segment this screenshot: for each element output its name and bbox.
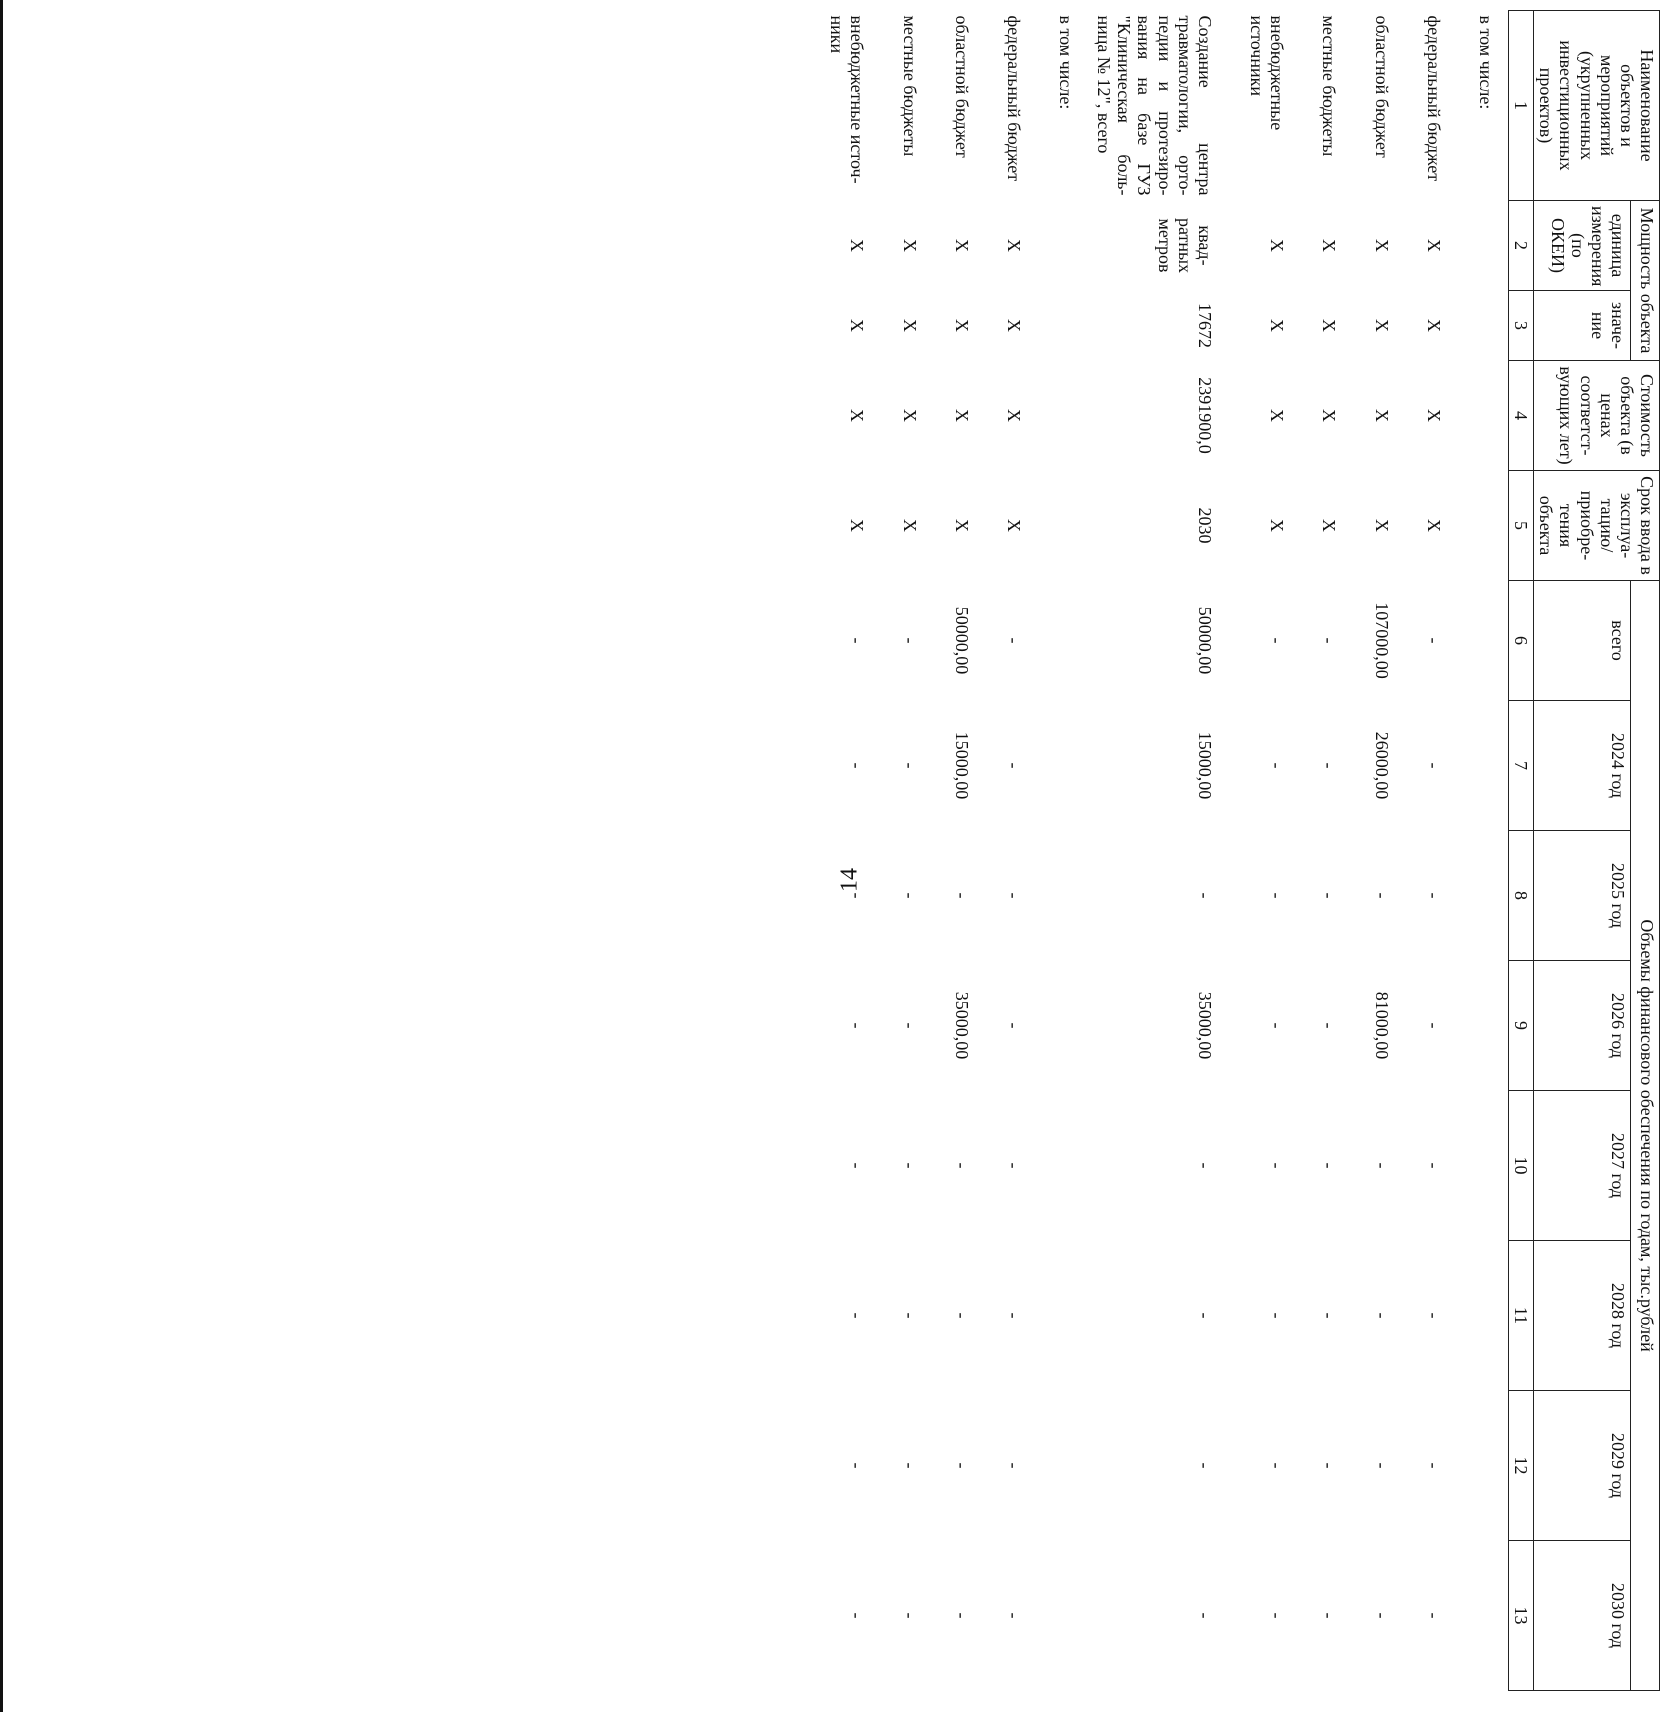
header-year: 2029 год — [1534, 1391, 1631, 1541]
table-cell: - — [1003, 1312, 1024, 1319]
table-cell: Х — [1423, 519, 1444, 532]
table-cell: Х — [1371, 239, 1392, 252]
table-cell: - — [1319, 762, 1340, 769]
table-cell: - — [1423, 892, 1444, 899]
table-cell: Х — [899, 239, 920, 252]
table-cell: Х — [1319, 409, 1340, 422]
table-cell: Х — [899, 519, 920, 532]
table-cell: Х — [847, 239, 868, 252]
table-cell: Х — [1003, 239, 1024, 252]
table-cell: - — [1003, 762, 1024, 769]
table-cell: Х — [951, 409, 972, 422]
table-cell: Х — [899, 409, 920, 422]
header-cost: Стоимость объекта (в ценах соответст-вующих лет) — [1534, 361, 1660, 471]
row-name-cell: Создание центра травматологии, орто-педии и протезиро-вания на базе ГУЗ "Клиническая боль-ница № 12", всего — [1094, 15, 1215, 196]
table-cell: Х — [1423, 409, 1444, 422]
table-cell: Х — [847, 319, 868, 332]
table-cell: - — [1003, 1612, 1024, 1619]
table-row — [1088, 11, 1241, 1691]
financing-table — [821, 10, 1660, 1691]
table-cell: - — [1003, 892, 1024, 899]
table-cell: - — [951, 1462, 972, 1469]
table-cell: квад-ратных метров — [1154, 217, 1215, 274]
table-cell: Х — [1003, 519, 1024, 532]
table-cell: Х — [1371, 409, 1392, 422]
table-cell: - — [899, 1312, 920, 1319]
table-cell: - — [1267, 1312, 1288, 1319]
table-cell: - — [899, 762, 920, 769]
table-cell: - — [1267, 892, 1288, 899]
table-cell: - — [1371, 892, 1392, 899]
table-cell: Х — [951, 519, 972, 532]
header-year: 2028 год — [1534, 1241, 1631, 1391]
subheader-label: в том числе: — [1475, 15, 1496, 110]
subheader-row — [1050, 11, 1088, 1691]
row-name-cell: федеральный бюджет — [1003, 15, 1024, 182]
row-name-cell: местные бюджеты — [1319, 15, 1340, 157]
header-year: 2025 год — [1534, 831, 1631, 961]
table-cell: - — [899, 637, 920, 644]
column-number: 12 — [1508, 1391, 1533, 1541]
row-name-cell: внебюджетные источники — [1247, 15, 1288, 131]
column-number: 8 — [1508, 831, 1533, 961]
table-cell: - — [899, 892, 920, 899]
column-number: 6 — [1508, 581, 1533, 701]
table-cell: - — [1319, 637, 1340, 644]
table-cell: - — [1423, 637, 1444, 644]
table-cell: Х — [899, 319, 920, 332]
column-number: 2 — [1508, 201, 1533, 291]
table-cell: - — [1003, 1162, 1024, 1169]
table-cell: - — [1319, 1162, 1340, 1169]
table-cell: - — [899, 1022, 920, 1029]
subheader-label: в том числе: — [1056, 15, 1077, 110]
table-cell: - — [1319, 1612, 1340, 1619]
table-row — [1313, 11, 1365, 1691]
table-cell: - — [1267, 1022, 1288, 1029]
table-cell: - — [847, 1312, 868, 1319]
table-cell: Х — [1003, 409, 1024, 422]
table-cell: - — [847, 762, 868, 769]
table-cell: - — [951, 1162, 972, 1169]
table-cell: - — [847, 892, 868, 899]
column-number: 9 — [1508, 961, 1533, 1091]
column-numbers-row — [1508, 11, 1533, 1691]
table-cell: - — [1003, 1462, 1024, 1469]
header-year: 2026 год — [1534, 961, 1631, 1091]
table-cell: Х — [1267, 319, 1288, 332]
table-cell: - — [1003, 637, 1024, 644]
table-cell: - — [1267, 762, 1288, 769]
header-value: значе-ние — [1534, 291, 1631, 361]
table-cell: 107000,00 — [1371, 602, 1392, 679]
page-number: 14 — [836, 868, 863, 892]
column-number: 11 — [1508, 1241, 1533, 1391]
table-row — [1418, 11, 1470, 1691]
table-cell: Х — [1423, 319, 1444, 332]
table-cell: - — [847, 1612, 868, 1619]
table-cell: Х — [1267, 519, 1288, 532]
table-row — [1241, 11, 1313, 1691]
table-cell: 26000,00 — [1371, 731, 1392, 800]
table-cell: Х — [1371, 319, 1392, 332]
header-year: 2027 год — [1534, 1091, 1631, 1241]
table-cell: - — [899, 1612, 920, 1619]
table-cell: - — [1319, 892, 1340, 899]
table-cell: - — [1194, 1462, 1215, 1469]
table-cell: Х — [1319, 519, 1340, 532]
table-cell: - — [899, 1462, 920, 1469]
table-cell: 17672 — [1194, 303, 1215, 348]
table-cell: - — [1423, 1022, 1444, 1029]
header-row-2 — [1534, 11, 1631, 1691]
table-cell: - — [847, 637, 868, 644]
table-cell: - — [1423, 762, 1444, 769]
table-cell: - — [1319, 1312, 1340, 1319]
table-row — [1365, 11, 1417, 1691]
row-name-cell: областной бюджет — [951, 15, 972, 158]
table-cell: 35000,00 — [951, 991, 972, 1060]
table-row — [998, 11, 1050, 1691]
table-cell: - — [1423, 1162, 1444, 1169]
table-cell: - — [951, 892, 972, 899]
table-cell: Х — [1319, 319, 1340, 332]
subheader-row — [1470, 11, 1509, 1691]
table-cell: Х — [951, 319, 972, 332]
table-cell: - — [1319, 1462, 1340, 1469]
column-number: 13 — [1508, 1541, 1533, 1691]
table-cell: - — [847, 1022, 868, 1029]
table-cell: - — [1194, 892, 1215, 899]
table-cell: - — [1423, 1312, 1444, 1319]
header-capacity: Мощность объекта — [1631, 201, 1660, 361]
table-cell: Х — [1267, 239, 1288, 252]
table-cell: 15000,00 — [951, 731, 972, 800]
column-number: 10 — [1508, 1091, 1533, 1241]
table-cell: Х — [1423, 239, 1444, 252]
table-cell: - — [951, 1612, 972, 1619]
table-cell: - — [1423, 1462, 1444, 1469]
table-body — [821, 11, 1508, 1691]
row-name-cell: федеральный бюджет — [1423, 15, 1444, 182]
table-cell: Х — [847, 519, 868, 532]
table-row — [893, 11, 945, 1691]
row-name-cell: местные бюджеты — [899, 15, 920, 157]
table-cell: Х — [847, 409, 868, 422]
table-row — [946, 11, 998, 1691]
header-unit: единица измерения (по ОКЕИ) — [1534, 201, 1631, 291]
table-cell: - — [1371, 1312, 1392, 1319]
header-volumes: Объемы финансового обеспечения по годам, тыс.рублей — [1631, 581, 1660, 1691]
table-cell: 50000,00 — [1194, 606, 1215, 675]
table-cell: - — [1423, 1612, 1444, 1619]
column-number: 1 — [1508, 11, 1533, 201]
table-cell: - — [1371, 1162, 1392, 1169]
row-name-cell: внебюджетные источ-ники — [827, 15, 868, 184]
table-cell: - — [847, 1462, 868, 1469]
table-cell: Х — [951, 239, 972, 252]
table-cell: Х — [1003, 319, 1024, 332]
table-cell: - — [1267, 637, 1288, 644]
table-cell: 81000,00 — [1371, 991, 1392, 1060]
table-cell: - — [847, 1162, 868, 1169]
table-cell: - — [1267, 1612, 1288, 1619]
table-cell: - — [951, 1312, 972, 1319]
table-cell: - — [899, 1162, 920, 1169]
table-row — [821, 11, 893, 1691]
table-cell: - — [1003, 1022, 1024, 1029]
table-cell: - — [1194, 1612, 1215, 1619]
table-cell: - — [1194, 1162, 1215, 1169]
table-cell: Х — [1371, 519, 1392, 532]
table-cell: 15000,00 — [1194, 731, 1215, 800]
table-cell: 50000,00 — [951, 606, 972, 675]
table-cell: - — [1319, 1022, 1340, 1029]
header-year: 2030 год — [1534, 1541, 1631, 1691]
column-number: 7 — [1508, 701, 1533, 831]
table-cell: 2030 — [1194, 507, 1215, 544]
table-cell: - — [1371, 1612, 1392, 1619]
table-cell: 2391900,0 — [1194, 377, 1215, 454]
table-cell: 35000,00 — [1194, 991, 1215, 1060]
column-number: 5 — [1508, 471, 1533, 581]
column-number: 4 — [1508, 361, 1533, 471]
rotated-sheet — [620, 10, 1660, 1690]
column-number: 3 — [1508, 291, 1533, 361]
header-year: 2024 год — [1534, 701, 1631, 831]
table-cell: - — [1267, 1462, 1288, 1469]
table-cell: - — [1194, 1312, 1215, 1319]
header-row-1 — [1631, 11, 1660, 1691]
table-cell: Х — [1319, 239, 1340, 252]
header-term: Срок ввода в эксплуа-тацию/ приобре-тения объекта — [1534, 471, 1660, 581]
header-total: всего — [1534, 581, 1631, 701]
table-cell: Х — [1267, 409, 1288, 422]
row-name-cell: областной бюджет — [1371, 15, 1392, 158]
table-cell: - — [1371, 1462, 1392, 1469]
header-name: Наименование объектов и мероприятий (укрупненных инвестиционных проектов) — [1534, 11, 1660, 201]
page-edge-line — [0, 0, 3, 1712]
table-cell: - — [1267, 1162, 1288, 1169]
